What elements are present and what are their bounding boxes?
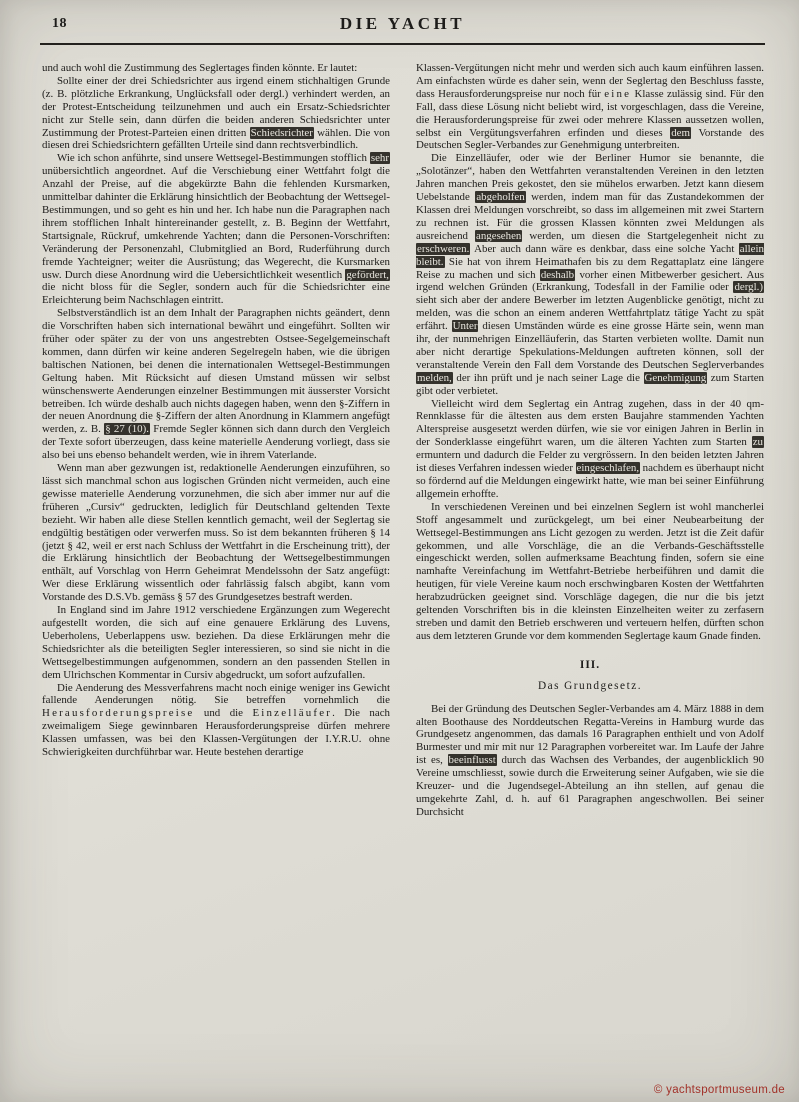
- paragraph: In verschiedenen Vereinen und bei einzelnen Seglern ist wohl mancherlei Stoff angesammelt und zurückgelegt, um bei einer Neubearbeitung der Wettsegel-Bestimmungen ans Licht gezogen zu werden. Jetzt ist die Zeit dafür gekommen, und alle Vorschläge, die an die Verbands-Geschäftsstelle eingeschickt werden, sollen aufmerksame Beachtung finden, sofern sie eine namhafte Vereinfachung im Wettfahrt-Betriebe herbeiführen und damit die heutigen, für viele Vereine kaum noch erschwingbaren Kosten der Wettfahrten herabzudrücken geeignet sind. Vorschläge dagegen, die nur die bis jetzt geltenden Vorschriften bis in die kleinsten Einzelheiten weiter zu zerfasern streben und damit den Betrieb erschweren und verteuern helfen, dürften schon aus dem letzteren Grunde vor dem kommenden Seglertage kaum Gnade finden.: [416, 500, 764, 642]
- watermark: © yachtsportmuseum.de: [653, 1084, 785, 1096]
- paragraph: Sollte einer der drei Schiedsrichter aus irgend einem stichhaltigen Grunde (z. B. plötzliche Erkrankung, Unglücksfall oder dergl.) verhindert werden, an der Protest-Entscheidung teilzunehmen und auch ein Ersatz-Schiedsrichter nicht zur Stelle sein, dann dürfen die beiden anderen Schiedsrichter unter Zustimmung der Protest-Parteien einen dritten Schiedsrichter wählen. Die von diesen drei Schiedsrichtern gefällten Urteile sind dann rechtsverbindlich.: [42, 74, 390, 152]
- paragraph: Wenn man aber gezwungen ist, redaktionelle Aenderungen einzuführen, so lässt sich manchmal schon aus logischen Gründen nicht vermeiden, auch eine gewisse materielle Aenderung vorzunehmen, die sich aber immer nur auf die früheren „Cursiv“ gedruckten, lediglich für Deutschland geltenden Texte bezieht. Wir haben alle diese Stellen kenntlich gemacht, weil der Seglertag sie endgültig bestätigen oder verwerfen muss. So ist dem bekannten früheren § 14 (jetzt § 42, weil er erst nach Schluss der Wettfahrt in die Erscheinung tritt), der die Erklärung hinsichtlich der Beobachtung der Wettsegelbestimmungen enthält, auf Vorschlag von Herrn Geheimrat Mendelssohn der Satz angefügt: Wer diese Erklärung wissentlich oder fahrlässig falsch abgibt, kann vom Vorstande des D.S.Vb. gemäss § 57 des Grundgesetzes bestraft werden.: [42, 462, 390, 604]
- column-left: [42, 62, 390, 1078]
- paragraph: Die Aenderung des Messverfahrens macht noch einige weniger ins Gewicht fallende Aenderungen nötig. Sie betreffen vornehmlich die Herausforderungspreise und die Einzelläufer. Die nach zweimaligem Siege gewinnbaren Herausforderungspreise dürfen mehrere Klassen umfassen, was bei den Klassen-Vergütungen der I.Y.R.U. ohne Schwierigkeiten durchführbar war. Heute bestehen derartige: [42, 681, 390, 759]
- paragraph: Selbstverständlich ist an dem Inhalt der Paragraphen nichts geändert, denn die Vorschriften haben sich international bewährt und eingeführt. Sollten wir früher oder später zu der von uns angestrebten Ostsee-Segelgemeinschaft kommen, dann dürfen wir keine anderen Segelregeln haben, wie die übrigen baltischen Nationen, bei denen die internationalen Wettsegel-Bestimmungen Geltung haben. Mit Rücksicht auf diesen Umstand müssen wir selbst wünschenswerte Aenderungen einzelner Bestimmungen mit äusserster Vorsicht betreiben. Ich würde deshalb auch nichts dagegen haben, wenn den §-Ziffern in der neuen Anordnung die §-Ziffern der alten Anordnung in Klammern angefügt werden, z. B. § 27 (10). Fremde Segler können sich dann durch den Vergleich der Texte sofort überzeugen, dass keine materielle Aenderung vorliegt, dass sie also bei uns ebenso behandelt werden, wie in ihrem Vaterlande.: [42, 307, 390, 462]
- paragraph: Wie ich schon anführte, sind unsere Wettsegel-Bestimmungen stofflich sehr unübersichtlich angeordnet. Auf die Verschiebung einer Wettfahrt folgt die Anzahl der Preise, auf die abgekürzte Bahn die fehlenden Kursmarken, unmittelbar dahinter die Erklärung hinsichtlich der Beobachtung der Wettsegel-Bestimmungen, und so geht es hin und her. Ich habe nun die Paragraphen nach ihrem stofflichen Inhalt hintereinander gestellt, z. B. Beginn der Wettfahrt, Startsignale, Rückruf, umkehrende Yachten; dann die Personen-Vorschriften: Veränderung der Personenzahl, Clubmitglied an Bord, Ruderführung durch fremde Yachteigner; weiter die Ausrüstung; das Wegerecht, die Kursmarken usw. Durch diese Anordnung wird die Uebersichtlichkeit wesentlich gefördert, die nicht bloss für die Segler, sondern auch für die Schiedsrichter eine Erleichterung beim Nachschlagen eintritt.: [42, 152, 390, 307]
- text-columns: [42, 62, 764, 1078]
- subsection-heading: Das Grundgesetz.: [537, 679, 643, 692]
- page-number: 18: [52, 16, 67, 31]
- page-header: [42, 12, 763, 42]
- header-divider: [40, 43, 765, 45]
- paragraph: In England sind im Jahre 1912 verschiedene Ergänzungen zum Wegerecht aufgestellt worden, die sich auf eine genauere Erklärung des Luvens, Ueberholens, Ueberlappens usw. beziehen. Da diese Erklärungen mehr die Schiedsrichter als die beteiligten Segler interessieren, so sind sie nicht in die Wettsegelbestimmungen aufgenommen, sondern an den passenden Stellen in dem Ulrichschen Kommentar in Cursiv abgedruckt, um sofort aufzufallen.: [42, 604, 390, 681]
- column-right: [416, 62, 764, 1078]
- paragraph: Klassen-Vergütungen nicht mehr und werden sich auch kaum einführen lassen. Am einfachsten würde es daher sein, wenn der Seglertag den Beschluss fasste, dass Herausforderungspreise nur noch für eine Klasse zulässig sind. Für den Fall, dass diese Lösung nicht beliebt wird, ist vorgeschlagen, dass die Vereine, die Herausforderungspreise für zwei oder mehrere Klassen aussetzen wollen, selbst ein Vergütungsverfahren erfinden und dieses dem Vorstande des Deutschen Segler-Verbandes zur Genehmigung unterbreiten.: [416, 62, 764, 152]
- paragraph: Bei der Gründung des Deutschen Segler-Verbandes am 4. März 1888 in dem alten Boothause des Norddeutschen Regatta-Vereins in Hamburg wurde das Grundgesetz angenommen, das damals 16 Paragraphen enthielt und von Adolf Burmester und mir mit nur 12 Paragraphen vorbereitet war. Im Laufe der Jahre ist es, beeinflusst durch das Wachsen des Verbandes, der augenblicklich 90 Vereine umschliesst, sowie durch die Erweiterung seiner Aufgaben, wie sie die Kreuzer- und die Jugendsegel-Abteilung an ihn stellen, auf genau die umgekehrte Zahl, d. h. auf 61 Paragraphen angeschwollen. Bei seiner Durchsicht: [416, 702, 764, 818]
- paragraph: Vielleicht wird dem Seglertag ein Antrag zugehen, dass in der 40 qm-Rennklasse für die ältesten aus dem ersten Baujahre stammenden Yachten Alterspreise ausgesetzt werden dürfen, wie sie vor einigen Jahren in Berlin in der Sonderklasse eingeführt waren, um die älteren Yachten zum Starten zu ermuntern und dadurch die Felder zu vergrössern. In den beiden letzten Jahren ist dieses Verfahren indessen wieder eingeschlafen, nachdem es überhaupt nicht so fördernd auf die Meldungen eingewirkt hatte, wie man bei seiner Einführung allgemein erhoffte.: [416, 397, 764, 500]
- paragraph: Die Einzelläufer, oder wie der Berliner Humor sie benannte, die „Solotänzer“, haben den Wettfahrten veranstaltenden Vereinen in den letzten Jahren manchen Preis gekostet, den sie mühelos erwarben. Jetzt kann diesem Uebelstande abgeholfen werden, indem man für das Zustandekommen der Klassen drei Meldungen vorschreibt, so dass im allgemeinen mit zwei Startern zu rechnen ist. Für die grossen Klassen könnten zwei Meldungen als ausreichend angesehen werden, um diesen die Startgelegenheit nicht zu erschweren. Aber auch dann wäre es denkbar, dass eine solche Yacht allein bleibt. Sie hat von ihrem Heimathafen bis zu dem Regattaplatz eine längere Reise zu machen und sich deshalb vorher einen Mitbewerber gesichert. Aus irgend welchen Gründen (Erkrankung, Todesfall in der Familie oder dergl.) sieht sich aber der andere Bewerber im letzten Augenblicke genötigt, nicht zu melden, was die schon an einem anderen Wettfahrtplatz tätige Yacht zu spät erfährt. Unter diesen Umständen würde es eine grosse Härte sein, wenn man ihr, der nunmehrigen Einzelläuferin, das Starten verbieten wollte. Damit nun aber nicht derartige Spekulations-Meldungen auftreten können, soll der veranstaltende Verein den Fall dem Vorstande des Deutschen Seglerverbandes melden, der ihn prüft und je nach seiner Lage die Genehmigung zum Starten gibt oder verbietet.: [416, 152, 764, 397]
- section-heading: III.: [579, 658, 601, 671]
- paragraph: und auch wohl die Zustimmung des Seglertages finden könnte. Er lautet:: [42, 62, 358, 74]
- page-title: DIE YACHT: [339, 14, 466, 33]
